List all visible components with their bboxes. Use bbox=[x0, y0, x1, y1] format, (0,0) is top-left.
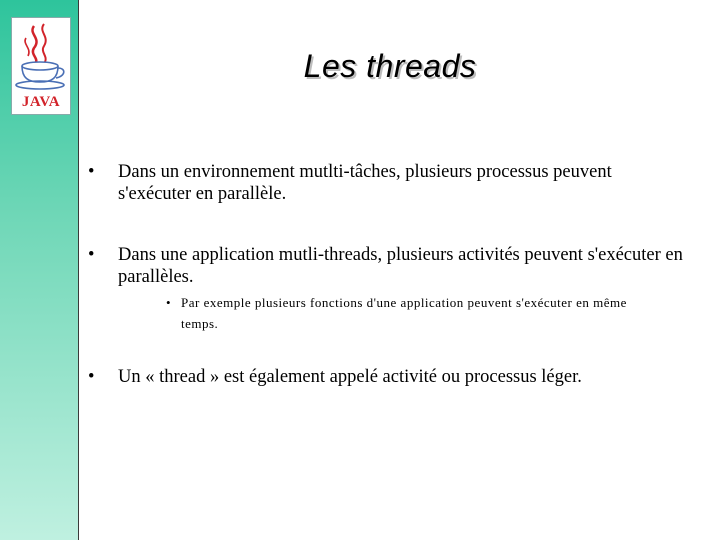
bullet-marker: • bbox=[88, 367, 95, 387]
bullet-item bbox=[88, 244, 688, 288]
sub-bullet-text: Par exemple plusieurs fonctions d'une application peuvent s'exécuter en même temps. bbox=[181, 295, 627, 331]
logo-wordmark: JAVA bbox=[21, 94, 61, 110]
java-logo bbox=[11, 17, 71, 115]
bullet-item bbox=[88, 161, 688, 205]
slide-title: Les threads bbox=[303, 48, 477, 84]
sub-bullet-item bbox=[166, 292, 666, 334]
java-cup-icon bbox=[12, 18, 70, 114]
bullet-text: Dans une application mutli-threads, plusieurs activités peuvent s'exécuter en parallèles. bbox=[118, 245, 683, 287]
bullet-marker: • bbox=[88, 162, 95, 182]
sub-bullet-marker: • bbox=[166, 295, 172, 310]
bullet-marker: • bbox=[88, 245, 95, 265]
bullet-item bbox=[88, 366, 688, 388]
bullet-text: Dans un environnement mutlti-tâches, plusieurs processus peuvent s'exécuter en parallèle. bbox=[118, 162, 612, 204]
bullet-text: Un « thread » est également appelé activité ou processus léger. bbox=[118, 367, 582, 387]
